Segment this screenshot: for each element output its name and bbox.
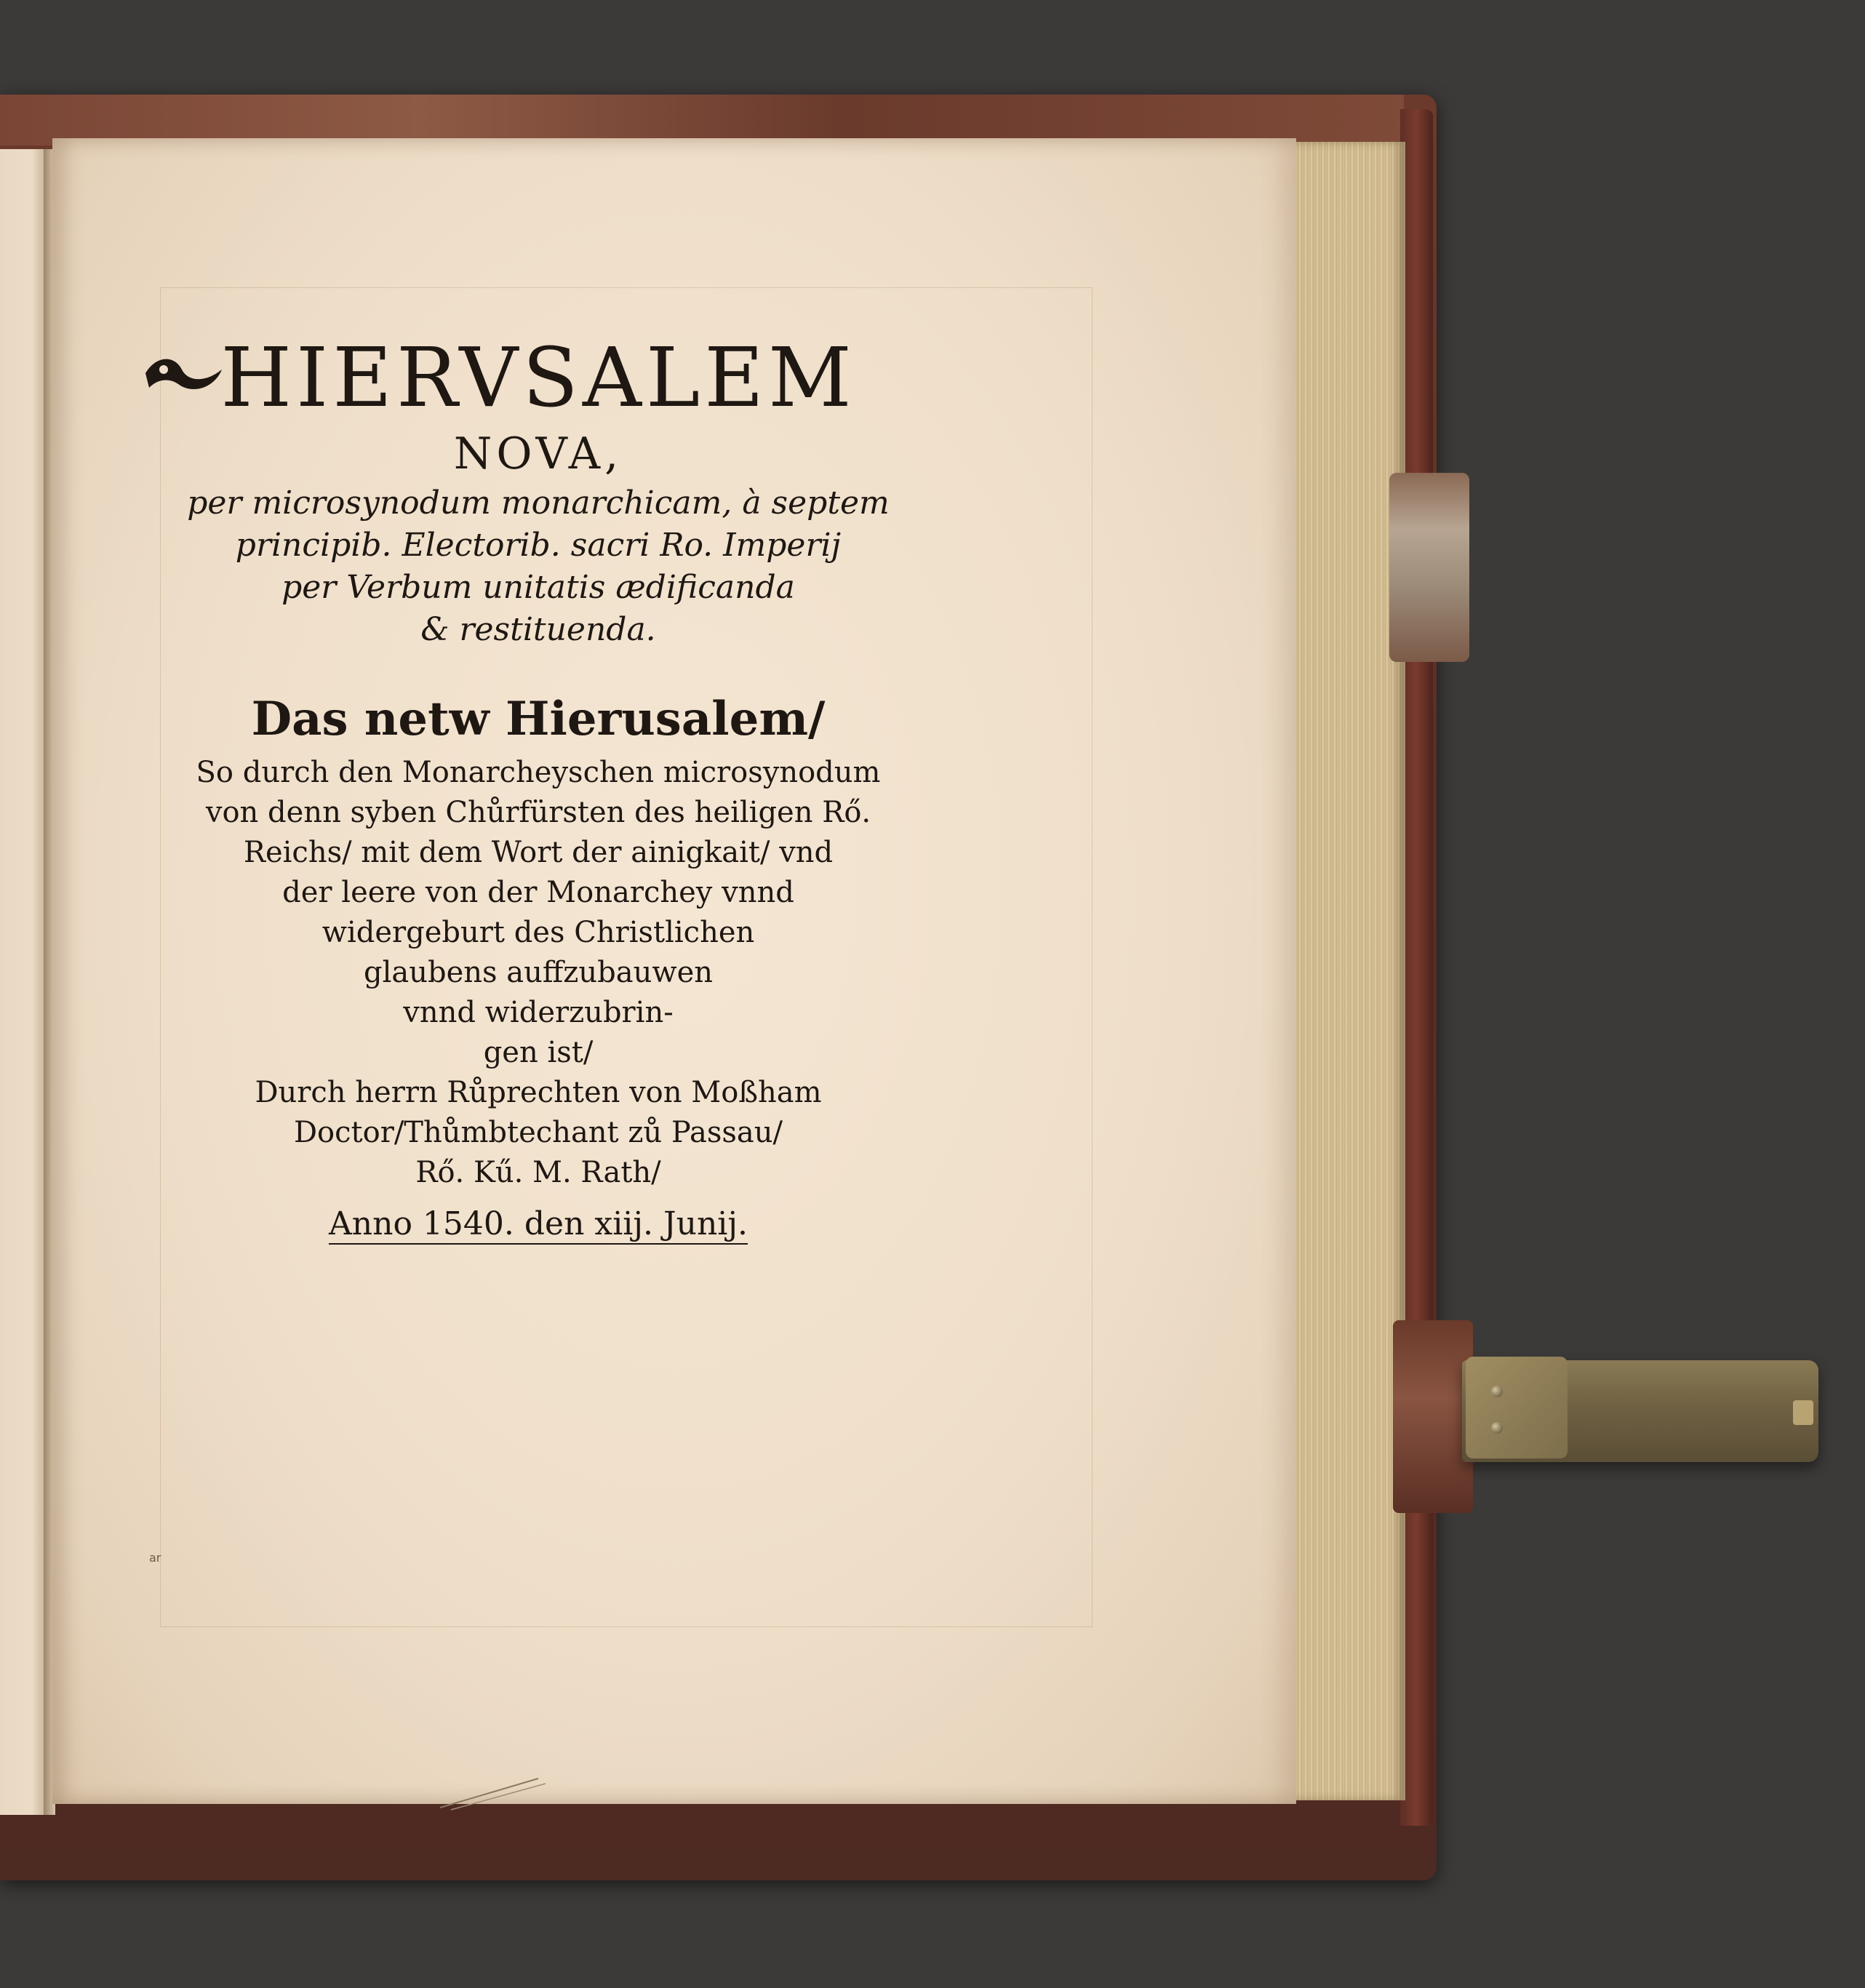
- german-line: vnnd widerzubrin-: [403, 996, 674, 1029]
- page-crease-marks: [436, 1775, 553, 1811]
- clasp-plate: [1466, 1357, 1568, 1458]
- lower-clasp-strap: [1393, 1320, 1473, 1513]
- subtitle: NOVA,: [453, 428, 623, 479]
- latin-line: per microsynodum monarchicam, à septem: [187, 484, 890, 522]
- latin-line: & restituenda.: [420, 611, 656, 648]
- german-line: Doctor/Thůmbtechant zů Passau/: [293, 1116, 783, 1149]
- clasp-tip: [1793, 1400, 1813, 1425]
- clasp-rivet: [1491, 1386, 1503, 1397]
- german-line: widergeburt des Christlichen: [322, 916, 755, 949]
- german-line: gen ist/: [483, 1036, 594, 1069]
- left-page: [0, 149, 47, 1815]
- german-line: Rő. Kű. M. Rath/: [415, 1156, 661, 1189]
- date-line: Anno 1540. den xiij. Junij.: [329, 1205, 748, 1242]
- german-heading: Das netw Hierusalem/: [251, 692, 826, 746]
- german-line: So durch den Monarcheyschen microsynodum: [196, 756, 881, 789]
- latin-line: per Verbum unitatis ædificanda: [281, 569, 795, 606]
- german-line: der leere von der Monarchey vnnd: [282, 876, 794, 909]
- title-text-block: [138, 331, 938, 1250]
- page-fore-edge: [1295, 142, 1405, 1800]
- german-line: Durch herrn Růprechten von Moßham: [255, 1076, 822, 1109]
- latin-line: principib. Electorib. sacri Ro. Imperij: [235, 527, 842, 564]
- clasp-rivet: [1491, 1422, 1503, 1434]
- upper-clasp-fragment: [1389, 473, 1469, 662]
- main-title: HIERVSALEM: [220, 331, 856, 426]
- german-line: Reichs/ mit dem Wort der ainigkait/ vnd: [243, 836, 834, 869]
- german-line: von denn syben Chůrfürsten des heiligen Rő.: [205, 796, 871, 829]
- margin-mark: ar: [149, 1551, 161, 1565]
- german-line: glaubens auffzubauwen: [363, 956, 714, 989]
